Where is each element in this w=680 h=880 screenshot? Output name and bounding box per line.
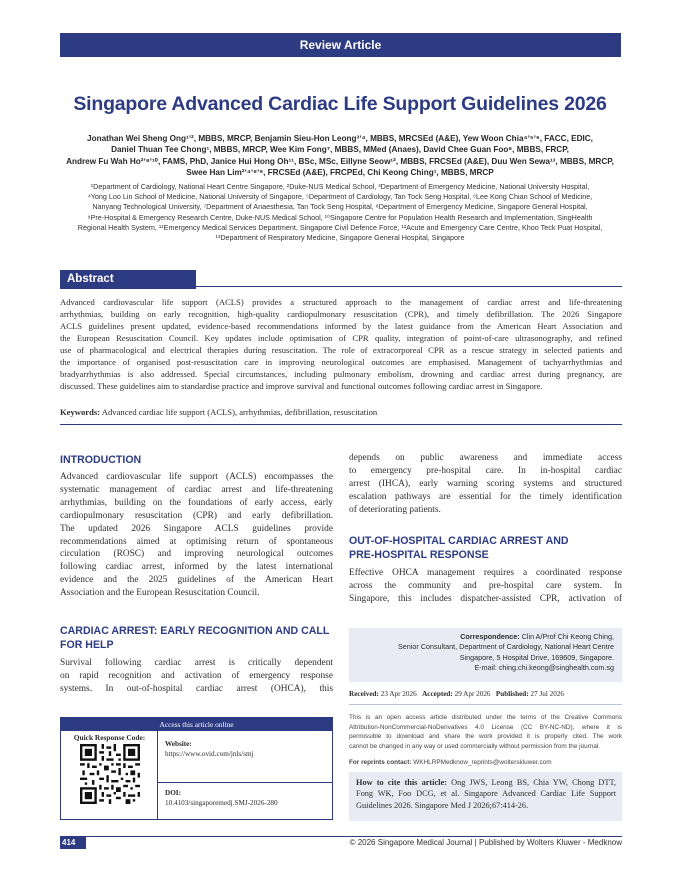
access-article-box bbox=[60, 717, 333, 820]
open-access-notice bbox=[349, 713, 622, 751]
author-line: Jonathan Wei Sheng Ong¹ʼ², MBBS, MRCP, Benjamin Sieu-Hon Leong³ʼ⁴, MBBS, MRCSEd (A&E), Yew Woon Chia⁴ʼ⁵ʼ⁶, FACC, EDIC, bbox=[87, 134, 593, 143]
access-heading: Access this article online bbox=[61, 718, 332, 731]
abstract-text bbox=[60, 296, 622, 392]
body-line: Singapore, this includes dispatcher-assisted CPR, activation of bbox=[349, 593, 622, 604]
reprints-label: For reprints contact: bbox=[349, 759, 412, 766]
received-label: Received: bbox=[349, 690, 379, 698]
qr-label: Quick Response Code: bbox=[73, 733, 146, 742]
ohca-body bbox=[349, 567, 622, 606]
heading-line: PRE-HOSPITAL RESPONSE bbox=[349, 549, 489, 561]
license-line: cannot be changed in any way or used commercially without permission from the journal. bbox=[349, 742, 601, 750]
author-line: Daniel Thuan Tee Chong¹, MBBS, MRCP, Wee Kim Fong⁷, MBBS, MMed (Anaes), David Chee Guan Foo⁶, MBBS, FRCP, bbox=[111, 145, 569, 155]
website-link[interactable]: https://www.ovid.com/jnls/smj bbox=[165, 750, 254, 758]
qr-column bbox=[61, 731, 158, 819]
body-line: of deteriorating patients. bbox=[349, 504, 441, 515]
affiliation-line: ¹Department of Cardiology, National Heart Centre Singapore, ²Duke-NUS Medical School, ³Department of Emergency Medicine, National University Hospital, bbox=[90, 182, 590, 191]
doi-label: DOI: bbox=[165, 789, 181, 797]
license-line: permissible to download and share the work provided it is properly cited. The work bbox=[349, 733, 622, 741]
website-block bbox=[165, 739, 254, 759]
abstract-line: the importance of organised post-resuscitation care in improving neurological outcomes are emphasised. Management of tachyarrhythmias and bbox=[60, 357, 622, 367]
page-number: 414 bbox=[60, 837, 86, 849]
keywords-label: Keywords: bbox=[60, 407, 101, 417]
body-line: on rapid recognition and activation of emergency response bbox=[60, 670, 333, 681]
body-line: The updated 2026 Singapore ACLS guidelines provide bbox=[60, 523, 333, 534]
abstract-line: discussed. These guidelines aim to standardise practice and improve survival and functional outcomes following cardiac arrest in Singapore. bbox=[60, 381, 543, 391]
keywords-text: Advanced cardiac life support (ACLS), arrhythmias, defibrillation, resuscitation bbox=[100, 407, 378, 417]
body-line: to emergency pre-hospital care. In in-hospital cardiac bbox=[349, 465, 622, 476]
doi-block bbox=[165, 788, 278, 808]
body-line: recommendations aimed at optimising return of spontaneous bbox=[60, 536, 333, 547]
author-line: Swee Han Lim²ʼ⁴ʼ⁸ʼ⁹, FRCSEd (A&E), FRCPEd, Chi Keong Ching¹, MBBS, MRCP bbox=[186, 168, 494, 178]
body-line: Survival following cardiac arrest is critically dependent bbox=[60, 658, 333, 668]
keywords bbox=[60, 407, 622, 417]
footer-copyright: © 2026 Singapore Medical Journal | Published by Wolters Kluwer - Medknow bbox=[349, 838, 622, 847]
license-line: Attribution-NonCommercial-NoDerivatives 4.0 License (CC BY-NC-ND), where it is bbox=[349, 723, 622, 731]
body-line: following cardiac arrest, informed by the latest international bbox=[60, 562, 333, 573]
cardiac-arrest-body bbox=[60, 657, 333, 696]
received-date: 23 Apr 2026 bbox=[378, 690, 417, 698]
article-dates bbox=[349, 690, 622, 698]
citation-label: How to cite this article: bbox=[356, 778, 447, 787]
body-line: systems. In out-of-hospital cardiac arrest (OHCA), this bbox=[60, 683, 333, 694]
introduction-body bbox=[60, 471, 333, 600]
correspondence-name: Clin A/Prof Chi Keong Ching, bbox=[519, 632, 614, 641]
body-line: cardiopulmonary resuscitation (CPR) and early defibrillation. bbox=[60, 510, 333, 521]
article-type-band: Review Article bbox=[60, 33, 621, 57]
affiliation-line: Regional Health System, ¹¹Emergency Medical Services Department, Singapore Civil Defence Force, ¹²Acute and Emergency Care Centre, Khoo Teck Puat Hospital, bbox=[77, 222, 603, 232]
citation-line: Ong JWS, Leong BS, Chia YW, Chong DTT, bbox=[446, 778, 616, 787]
continued-body bbox=[349, 452, 622, 517]
dates-rule bbox=[349, 704, 622, 705]
affiliation-line: ⁴Yong Loo Lin School of Medicine, National University of Singapore, ⁵Department of Cardiology, Tan Tock Seng Hospital, ⁶Lee Kong Chian School of Medicine, bbox=[87, 192, 593, 202]
abstract-heading: Abstract bbox=[60, 270, 196, 289]
body-line: across the community and pre-hospital care system. In bbox=[349, 580, 622, 591]
published-date: 27 Jul 2026 bbox=[528, 690, 565, 698]
body-line: Effective OHCA management requires a coordinated response bbox=[349, 568, 622, 578]
introduction-heading: INTRODUCTION bbox=[60, 454, 142, 466]
abstract-line: the European Resuscitation Council. Key updates include optimisation of CPR quality, integration of point-of-care ultrasonography, and refined bbox=[60, 333, 622, 343]
heading-line: OUT-OF-HOSPITAL CARDIAC ARREST AND bbox=[349, 535, 569, 547]
body-line: Association and the European Resuscitation Council. bbox=[60, 588, 260, 599]
access-divider bbox=[158, 782, 332, 783]
reprints-email[interactable]: WKHLRPMedknow_reprints@wolterskluwer.com bbox=[411, 759, 552, 766]
website-label: Website: bbox=[165, 740, 192, 748]
body-line: circulation (ROSC) and improving neurological outcomes bbox=[60, 549, 333, 560]
footer-rule bbox=[60, 836, 622, 837]
author-line: Andrew Fu Wah Ho²ʼ⁸ʼ¹⁰, FAMS, PhD, Janice Hui Hong Oh¹¹, BSc, MSc, Eillyne Seow¹², MBBS, FRCSEd (A&E), Duu Wen Sewa¹³, MBBS, MRCP, bbox=[66, 156, 614, 166]
author-list bbox=[58, 133, 622, 179]
heading-line: FOR HELP bbox=[60, 639, 114, 651]
correspondence-line: Singapore, 5 Hospital Drive, 169609, Singapore. bbox=[459, 652, 614, 662]
affiliation-line: ⁹Pre-Hospital & Emergency Research Centre, Duke-NUS Medical School, ¹⁰Singapore Centre for Population Health Research and Implementation, SingHealth bbox=[87, 212, 593, 222]
correspondence-email[interactable]: E-mail: ching.chi.keong@singhealth.com.sg bbox=[474, 662, 614, 672]
body-line: depends on public awareness and immediate access bbox=[349, 453, 622, 463]
body-line: arrhythmias, building on the foundations of early access, early bbox=[60, 497, 333, 508]
correspondence-label: Correspondence: bbox=[460, 632, 520, 641]
correspondence-line: Senior Consultant, Department of Cardiology, National Heart Centre bbox=[398, 642, 614, 652]
abstract-line: ACLS guidelines present updated, evidence-based recommendations informed by the latest guidance from the American Heart Association and bbox=[60, 321, 622, 331]
qr-code-icon[interactable] bbox=[80, 744, 140, 804]
correspondence-box bbox=[349, 628, 622, 682]
affiliation-list bbox=[36, 182, 644, 243]
abstract-line: Advanced cardiovascular life support (ACLS) provides a structured approach to the management of cardiac arrest and life-threatening bbox=[60, 297, 622, 307]
body-line: Advanced cardiovascular life support (ACLS) encompasses the bbox=[60, 472, 333, 482]
reprints-contact bbox=[349, 759, 622, 766]
affiliation-line: ¹³Department of Respiratory Medicine, Singapore General Hospital, Singapore bbox=[215, 233, 465, 243]
abstract-line: use of pharmacological and electrical therapies during resuscitation. The role of extracorporeal CPR as a rescue strategy in selected patients and bbox=[60, 345, 622, 355]
body-line: arrest (IHCA), early warning scoring systems and structured bbox=[349, 478, 622, 489]
heading-line: CARDIAC ARREST: EARLY RECOGNITION AND CALL bbox=[60, 625, 330, 637]
affiliation-line: Nanyang Technological University, ⁷Department of Anaesthesia, Tan Tock Seng Hospital, ⁸Department of Emergency Medicine, Singapore General Hospital, bbox=[92, 202, 588, 212]
article-title: Singapore Advanced Cardiac Life Support Guidelines 2026 bbox=[73, 93, 607, 115]
body-line: evidence and the 2025 guidelines of the American Heart bbox=[60, 575, 333, 586]
citation-box bbox=[349, 772, 622, 821]
published-label: Published: bbox=[495, 690, 529, 698]
abstract-line: arrhythmias, building on early recognition, high-quality cardiopulmonary resuscitation (CPR), and timely defibrillation. The 2026 Singapore bbox=[60, 309, 622, 319]
cardiac-arrest-heading bbox=[60, 624, 329, 652]
abstract-line: bradyarrhythmias is also addressed. Special circumstances, including pulmonary embolism, drowning and cardiac arrest during pregnancy, are bbox=[60, 369, 622, 379]
accepted-date: 29 Apr 2026 bbox=[452, 690, 491, 698]
accepted-label: Accepted: bbox=[422, 690, 453, 698]
body-line: escalation pathways are essential for the timely identification bbox=[349, 491, 622, 502]
body-line: systematic management of cardiac arrest and life-threatening bbox=[60, 484, 333, 495]
citation-line: Fong WK, Foo DCG, et al. Singapore Advanced Cardiac Life Support bbox=[356, 789, 616, 799]
license-line: This is an open access article distributed under the terms of the Creative Commons bbox=[349, 714, 622, 721]
citation-line: Guidelines 2026. Singapore Med J 2026;67:414-26. bbox=[356, 800, 529, 810]
doi-link[interactable]: 10.4103/singaporemedj.SMJ-2026-280 bbox=[165, 799, 278, 807]
keywords-rule bbox=[60, 424, 622, 425]
ohca-heading bbox=[349, 534, 569, 562]
